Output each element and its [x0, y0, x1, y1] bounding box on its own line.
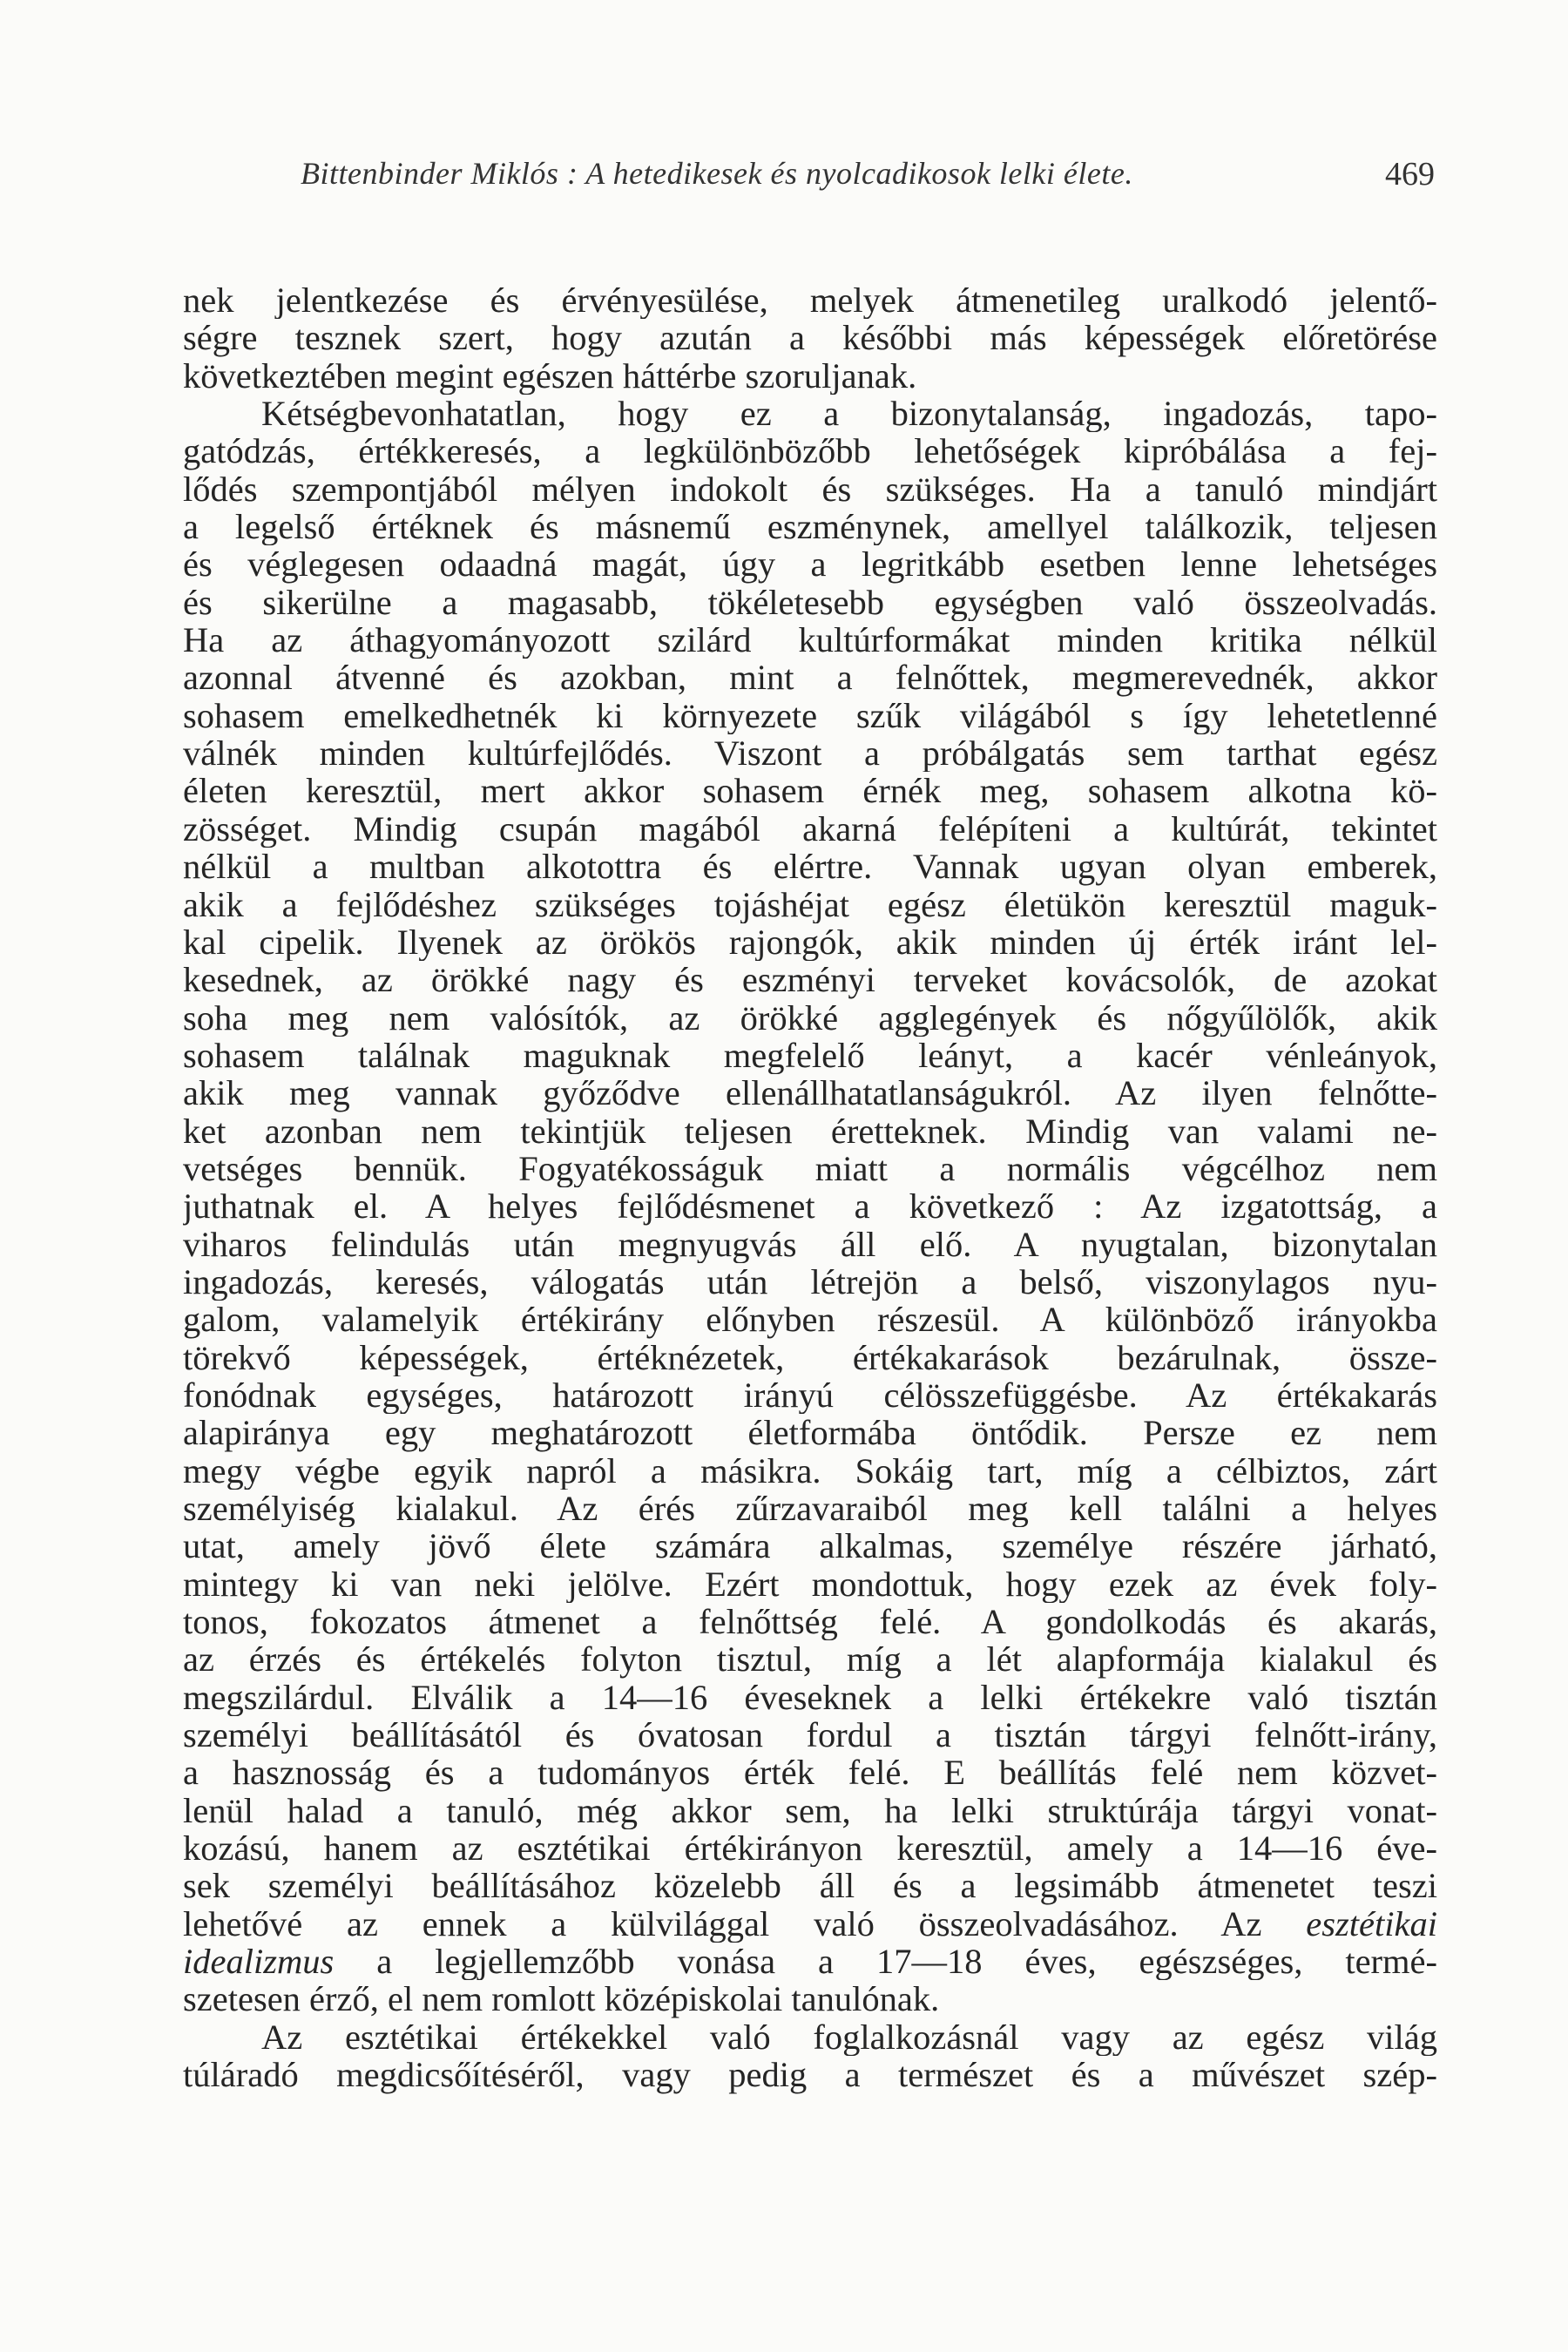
body-text: [183, 281, 1437, 2094]
text-line: az érzés és értékelés folyton tisztul, míg a lét alapformája kialakul és: [183, 1640, 1437, 1679]
text-line: akik meg vannak győződve ellenállhatatlanságukról. Az ilyen felnőtte-: [183, 1074, 1437, 1112]
text-segment: lehetővé az ennek a külvilággal való összeolvadásához. Az: [183, 1904, 1262, 1943]
text-line: lődés szempontjából mélyen indokolt és szükséges. Ha a tanuló mindjárt: [183, 470, 1437, 509]
text-line: tonos, fokozatos átmenet a felnőttség felé. A gondolkodás és akarás,: [183, 1603, 1437, 1641]
text-line: nélkül a multban alkotottra és elértre. Vannak ugyan olyan emberek,: [183, 848, 1437, 886]
text-line: szetesen érző, el nem romlott középiskolai tanulónak.: [183, 1980, 940, 2018]
text-line: következtében megint egészen háttérbe szoruljanak.: [183, 356, 917, 395]
text-line: Az esztétikai értékekkel való foglalkozásnál vagy az egész világ: [261, 2017, 1437, 2057]
text-line: személyi beállításától és óvatosan fordul a tisztán tárgyi felnőtt-irány,: [183, 1716, 1437, 1754]
text-line: személyiség kialakul. Az érés zűrzavaraiból meg kell találni a helyes: [183, 1490, 1437, 1528]
text-line: galom, valamelyik értékirány előnyben részesül. A különböző irányokba: [183, 1301, 1437, 1339]
text-line: kal cipelik. Ilyenek az örökös rajongók, akik minden új érték iránt lel-: [183, 923, 1437, 962]
text-line-with-italic: [183, 1905, 1437, 1943]
text-line: és véglegesen odaadná magát, úgy a legritkább esetben lenne lehetséges: [183, 545, 1437, 584]
italic-term: idealizmus: [183, 1943, 335, 1981]
text-line: utat, amely jövő élete számára alkalmas, személye részére járható,: [183, 1527, 1437, 1565]
text-line: kesednek, az örökké nagy és eszményi terveket kovácsolók, de azokat: [183, 961, 1437, 999]
text-line: sohasem emelkedhetnék ki környezete szűk világából s így lehetetlenné: [183, 696, 1437, 735]
text-line: fonódnak egységes, határozott irányú célösszefüggésbe. Az értékakarás: [183, 1375, 1437, 1415]
text-line: ket azonban nem tekintjük teljesen éretteknek. Mindig van valami ne-: [183, 1112, 1437, 1150]
text-line: Kétségbevonhatatlan, hogy ez a bizonytalanság, ingadozás, tapo-: [261, 395, 1437, 433]
text-line: zösséget. Mindig csupán magából akarná felépíteni a kultúrát, tekintet: [183, 809, 1437, 848]
text-line: soha meg nem valósítók, az örökké agglegények és nőgyűlölők, akik: [183, 998, 1437, 1037]
text-line: alapiránya egy meghatározott életformába öntődik. Persze ez nem: [183, 1414, 1437, 1452]
text-line: túláradó megdicsőítéséről, vagy pedig a természet és a művészet szép-: [183, 2056, 1437, 2094]
text-line: megszilárdul. Elválik a 14—16 éveseknek a lelki értékekre való tisztán: [183, 1678, 1437, 1717]
text-line: törekvő képességek, értéknézetek, értékakarások bezárulnak, össze-: [183, 1338, 1437, 1376]
text-line: ingadozás, keresés, válogatás után létrejön a belső, viszonylagos nyu-: [183, 1262, 1437, 1301]
text-line: válnék minden kultúrfejlődés. Viszont a próbálgatás sem tarthat egész: [183, 734, 1437, 773]
text-line-with-italic: [183, 1943, 1437, 1980]
text-line: ségre tesznek szert, hogy azután a későbbi más képességek előretörése: [183, 319, 1437, 357]
text-line: Ha az áthagyományozott szilárd kultúrformákat minden kritika nélkül: [183, 621, 1437, 659]
text-segment: a legjellemzőbb vonása a 17—18 éves, egészséges, termé-: [376, 1943, 1437, 1981]
text-line: lenül halad a tanuló, még akkor sem, ha lelki struktúrája tárgyi vonat-: [183, 1791, 1437, 1830]
text-line: kozású, hanem az esztétikai értékirányon keresztül, amely a 14—16 éve-: [183, 1829, 1437, 1868]
italic-term: esztétikai: [1306, 1904, 1437, 1943]
text-line: sohasem találnak maguknak megfelelő leányt, a kacér vénleányok,: [183, 1036, 1437, 1075]
text-line: juthatnak el. A helyes fejlődésmenet a következő : Az izgatottság, a: [183, 1187, 1437, 1226]
text-line: mintegy ki van neki jelölve. Ezért mondottuk, hogy ezek az évek foly-: [183, 1565, 1437, 1604]
page-number: 469: [1385, 156, 1435, 193]
text-line: nek jelentkezése és érvényesülése, melyek átmenetileg uralkodó jelentő-: [183, 281, 1437, 320]
text-line: megy végbe egyik napról a másikra. Sokáig tart, míg a célbiztos, zárt: [183, 1451, 1437, 1490]
running-title: Bittenbinder Miklós : A hetedikesek és nyolcadikosok lelki élete.: [301, 156, 1133, 191]
text-line: és sikerülne a magasabb, tökéletesebb egységben való összeolvadás.: [183, 583, 1437, 622]
text-line: gatódzás, értékkeresés, a legkülönbözőbb lehetőségek kipróbálása a fej-: [183, 432, 1437, 470]
text-line: életen keresztül, mert akkor sohasem érnék meg, sohasem alkotna kö-: [183, 772, 1437, 810]
text-line: a hasznosság és a tudományos érték felé. E beállítás felé nem közvet-: [183, 1754, 1437, 1792]
text-line: akik a fejlődéshez szükséges tojáshéjat egész életükön keresztül maguk-: [183, 885, 1437, 923]
text-line: vetséges bennük. Fogyatékosságuk miatt a normális végcélhoz nem: [183, 1149, 1437, 1188]
text-line: a legelső értéknek és másnemű eszménynek, amellyel találkozik, teljesen: [183, 508, 1437, 546]
text-line: viharos felindulás után megnyugvás áll elő. A nyugtalan, bizonytalan: [183, 1225, 1437, 1263]
text-line: sek személyi beállításához közelebb áll és a legsimább átmenetet teszi: [183, 1867, 1437, 1905]
text-line: azonnal átvenné és azokban, mint a felnőttek, megmerevednék, akkor: [183, 659, 1437, 697]
